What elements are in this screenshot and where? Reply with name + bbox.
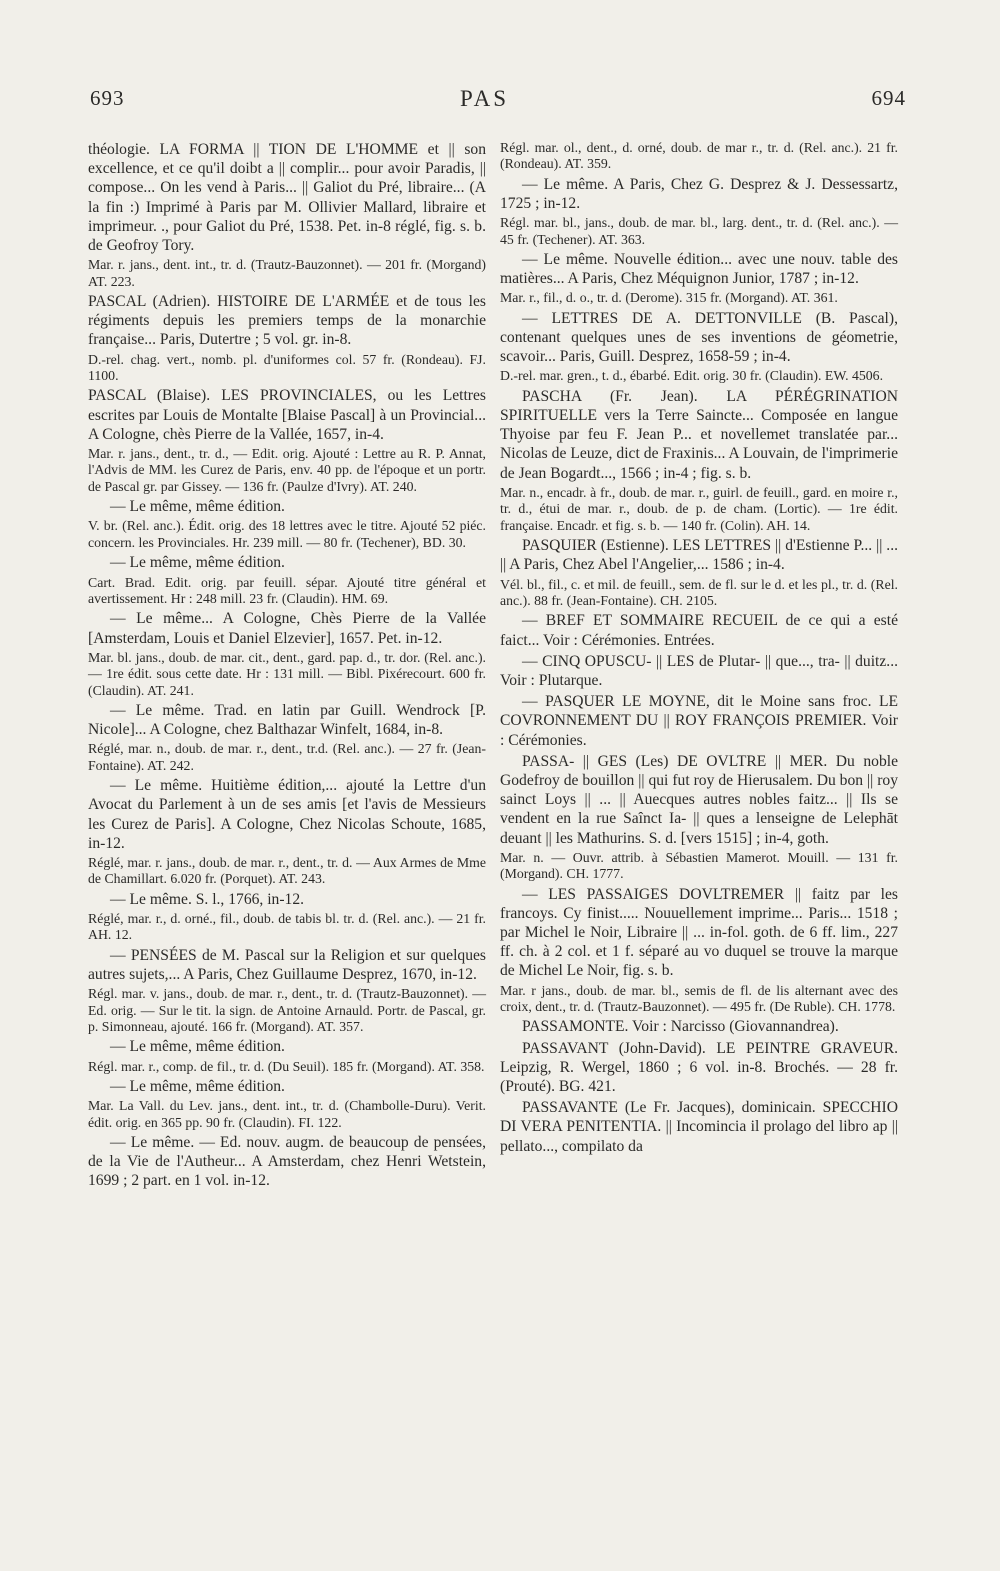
catalogue-entry: — Le même. A Paris, Chez G. Desprez & J. Dessessartz, 1725 ; in-12. — [500, 175, 898, 213]
binding-note: Mar. n., encadr. à fr., doub. de mar. r., guirl. de feuill., gard. en moire r., tr. d., étui de mar. r., doub. de p. de cham. (Lortic). — 1re édit. française. Encadr. et fig. s. b. — 140 fr. (Colin). AH. 14. — [500, 484, 898, 533]
catalogue-entry: — Le même, même édition. — [110, 554, 285, 572]
catalogue-entry: — Le même, même édition. — [110, 498, 285, 516]
right-page-number: 694 — [871, 86, 906, 110]
binding-note: Vél. bl., fil., c. et mil. de feuill., sem. de fl. sur le d. et les pl., tr. d. (Rel. anc.). 88 fr. (Jean-Fontaine). CH. 2105. — [500, 576, 898, 608]
binding-note: Régl. mar. ol., dent., d. orné, doub. de mar r., tr. d. (Rel. anc.). 21 fr. (Rondeau). AT. 359. — [500, 140, 898, 172]
catalogue-entry: PASCHA (Fr. Jean). LA PÉRÉGRINATION SPIRITUELLE vers la Terre Saincte... Composée en langue Thyoise par feu F. Jean P... et novellemet translatée par... Nicolas de Leuze, dict de Fraxinis... A Louvain, de l'imprimerie de Jean Bogardt..., 1566 ; in-4 ; fig. s. b. — [500, 387, 898, 482]
binding-note: Cart. Brad. Edit. orig. par feuill. sépar. Ajouté titre général et avertissement. Hr : 248 mill. 23 fr. (Claudin). HM. 69. — [88, 574, 486, 606]
catalogue-entry: PASSA- || GES (Les) DE OVLTRE || MER. Du noble Godefroy de bouillon || qui fut roy de Hierusalem. Du bon || roy sainct Loys || ... || Auecques autres nobles faitz... || Ils se vendent en la rue Saînct Ia- || ques a lenseigne de Lelephāt deuant || les Mathurins. S. d. [vers 1515] ; in-4, goth. — [500, 752, 898, 847]
binding-note: D.-rel. mar. gren., t. d., ébarbé. Edit. orig. 30 fr. (Claudin). EW. 4506. — [500, 368, 884, 384]
catalogue-entry: — Le même. Trad. en latin par Guill. Wendrock [P. Nicole]... A Cologne, chez Balthazar Winfelt, 1684, in-8. — [88, 701, 486, 739]
right-column — [500, 140, 898, 1158]
binding-note: D.-rel. chag. vert., nomb. pl. d'uniformes col. 57 fr. (Rondeau). FJ. 1100. — [88, 351, 486, 384]
binding-note: Réglé, mar. n., doub. de mar. r., dent., tr.d. (Rel. anc.). — 27 fr. (Jean-Fontaine). AT. 242. — [88, 741, 486, 773]
binding-note: Mar. r., fil., d. o., tr. d. (Derome). 315 fr. (Morgand). AT. 361. — [500, 290, 838, 306]
left-page-number: 693 — [90, 86, 125, 110]
binding-note: Réglé, mar. r., d. orné., fil., doub. de tabis bl. tr. d. (Rel. anc.). — 21 fr. AH. 12. — [88, 910, 486, 943]
binding-note: V. br. (Rel. anc.). Édit. orig. des 18 lettres avec le titre. Ajouté 52 piéc. concern. les Provinciales. Hr. 239 mill. — 80 fr. (Techener), BD. 30. — [88, 518, 486, 550]
catalogue-entry: PASSAMONTE. Voir : Narcisso (Giovannandrea). — [522, 1018, 839, 1036]
binding-note: Mar. r jans., doub. de mar. bl., semis de fl. de lis alternant avec des croix, dent., tr. d. (Trautz-Bauzonnet). — 495 fr. (De Ruble). CH. 1778. — [500, 982, 898, 1014]
catalogue-entry: PASCAL (Blaise). LES PROVINCIALES, ou les Lettres escrites par Louis de Montalte [Blaise Pascal] à un Provincial... A Cologne, chès Pierre de la Vallée, 1657, in-4. — [88, 387, 486, 443]
catalogue-entry: PASQUIER (Estienne). LES LETTRES || d'Estienne P... || ... || A Paris, Chez Abel l'Angelier,... 1586 ; in-4. — [500, 537, 898, 574]
catalogue-entry: — Le même. Nouvelle édition... avec une nouv. table des matières... A Paris, Chez Méquignon Junior, 1787 ; in-12. — [500, 251, 898, 288]
catalogue-entry: — CINQ OPUSCU- || LES de Plutar- || que..., tra- || duitz... Voir : Plutarque. — [500, 652, 898, 689]
catalogue-entry: — Le même, même édition. — [110, 1078, 285, 1096]
running-head: PAS — [460, 86, 510, 111]
binding-note: Réglé, mar. r. jans., doub. de mar. r., dent., tr. d. — Aux Armes de Mme de Chamillart. 6.020 fr. (Porquet). AT. 243. — [88, 854, 486, 887]
binding-note: Mar. n. — Ouvr. attrib. à Sébastien Mamerot. Mouill. — 131 fr. (Morgand). CH. 1777. — [500, 849, 898, 882]
binding-note: Mar. r. jans., dent., tr. d., — Edit. orig. Ajouté : Lettre au R. P. Annat, l'Advis de MM. les Curez de Paris, env. 40 pp. de l'époque et un portr. de Pascal gr. par Gissey. — 136 fr. (Paulze d'Ivry). AT. 240. — [88, 446, 486, 494]
catalogue-entry: — Le même. Huitième édition,... ajouté la Lettre d'un Avocat du Parlement à un de ses amis [et l'avis de Messieurs les Curez de Paris]. A Cologne, Chez Nicolas Schoute, 1685, in-12. — [88, 777, 486, 852]
catalogue-entry: théologie. LA FORMA || TION DE L'HOMME et || son excellence, et ce qu'il doibt a || complir... pour avoir Paradis, || compose... On les vend à Paris... || Galiot du Pré, libraire... (A la fin :) Imprimé à Paris par M. Ollivier Mallard, libraire et imprimeur. ., pour Galiot du Pré, 1538. Pet. in-8 réglé, fig. s. b. de Geofroy Tory. — [88, 141, 486, 255]
catalogue-entry: PASCAL (Adrien). HISTOIRE DE L'ARMÉE et de tous les régiments depuis les premiers temps de la monarchie française... Paris, Dutertre ; 5 vol. gr. in-8. — [88, 293, 486, 349]
catalogue-entry: — Le même. — Ed. nouv. augm. de beaucoup de pensées, de la Vie de l'Autheur... A Amsterdam, chez Henri Wetstein, 1699 ; 2 part. en 1 vol. in-12. — [88, 1134, 486, 1190]
catalogue-entry: PASSAVANTE (Le Fr. Jacques), dominicain. SPECCHIO DI VERA PENITENTIA. || Incomincia il prolago del libro ap || pellato..., compilato da — [500, 1099, 898, 1155]
binding-note: Régl. mar. v. jans., doub. de mar. r., dent., tr. d. (Trautz-Bauzonnet). — Ed. orig. — Sur le tit. la sign. de Antoine Arnauld. Portr. de Pascal, gr. p. Simonneau, ajouté. 166 fr. (Morgand). AT. 357. — [88, 986, 486, 1035]
binding-note: Mar. La Vall. du Lev. jans., dent. int., tr. d. (Chambolle-Duru). Verit. édit. orig. en 365 pp. 90 fr. (Claudin). FI. 122. — [88, 1098, 486, 1130]
catalogue-entry: — BREF ET SOMMAIRE RECUEIL de ce qui a esté faict... Voir : Cérémonies. Entrées. — [500, 612, 898, 649]
binding-note: Régl. mar. bl., jans., doub. de mar. bl., larg. dent., tr. d. (Rel. anc.). — 45 fr. (Techener). AT. 363. — [500, 215, 898, 247]
catalogue-entry: — Le même... A Cologne, Chès Pierre de la Vallée [Amsterdam, Louis et Daniel Elzevier], 1657. Pet. in-12. — [88, 610, 486, 647]
catalogue-entry: — Le même, même édition. — [110, 1038, 285, 1056]
binding-note: Régl. mar. r., comp. de fil., tr. d. (Du Seuil). 185 fr. (Morgand). AT. 358. — [88, 1058, 485, 1074]
left-column — [88, 140, 486, 1193]
catalogue-entry: — Le même. S. l., 1766, in-12. — [110, 890, 305, 908]
catalogue-entry: — PENSÉES de M. Pascal sur la Religion et sur quelques autres sujets,... A Paris, Chez Guillaume Desprez, 1670, in-12. — [88, 946, 486, 983]
catalogue-entry: — LES PASSAIGES DOVLTREMER || faitz par les francoys. Cy finist..... Nouuellement imprime... Paris... 1518 ; par Michel le Noir, Libraire || ... in-fol. goth. de 6 ff. lim., 227 ff. ch. à 2 col. et 1 f. séparé au vo duquel se trouve la marque de Michel Le Noir, fig. s. b. — [500, 885, 898, 980]
catalogue-entry: PASSAVANT (John-David). LE PEINTRE GRAVEUR. Leipzig, R. Wergel, 1860 ; 6 vol. in-8. Brochés. — 28 fr. (Prouté). BG. 421. — [500, 1039, 898, 1095]
binding-note: Mar. bl. jans., doub. de mar. cit., dent., gard. pap. d., tr. dor. (Rel. anc.). — 1re édit. sous cette date. Hr : 131 mill. — Bibl. Pixérecourt. 600 fr. (Claudin). AT. 241. — [88, 649, 486, 698]
catalogue-entry: — PASQUER LE MOYNE, dit le Moine sans froc. LE COVRONNEMENT DU || ROY FRANÇOIS PREMIER. Voir : Cérémonies. — [500, 693, 898, 749]
catalogue-entry: — LETTRES DE A. DETTONVILLE (B. Pascal), contenant quelques unes de ses inventions de géometrie, scavoir... Paris, Guill. Desprez, 1658-59 ; in-4. — [500, 309, 898, 366]
binding-note: Mar. r. jans., dent. int., tr. d. (Trautz-Bauzonnet). — 201 fr. (Morgand) AT. 223. — [88, 257, 486, 289]
